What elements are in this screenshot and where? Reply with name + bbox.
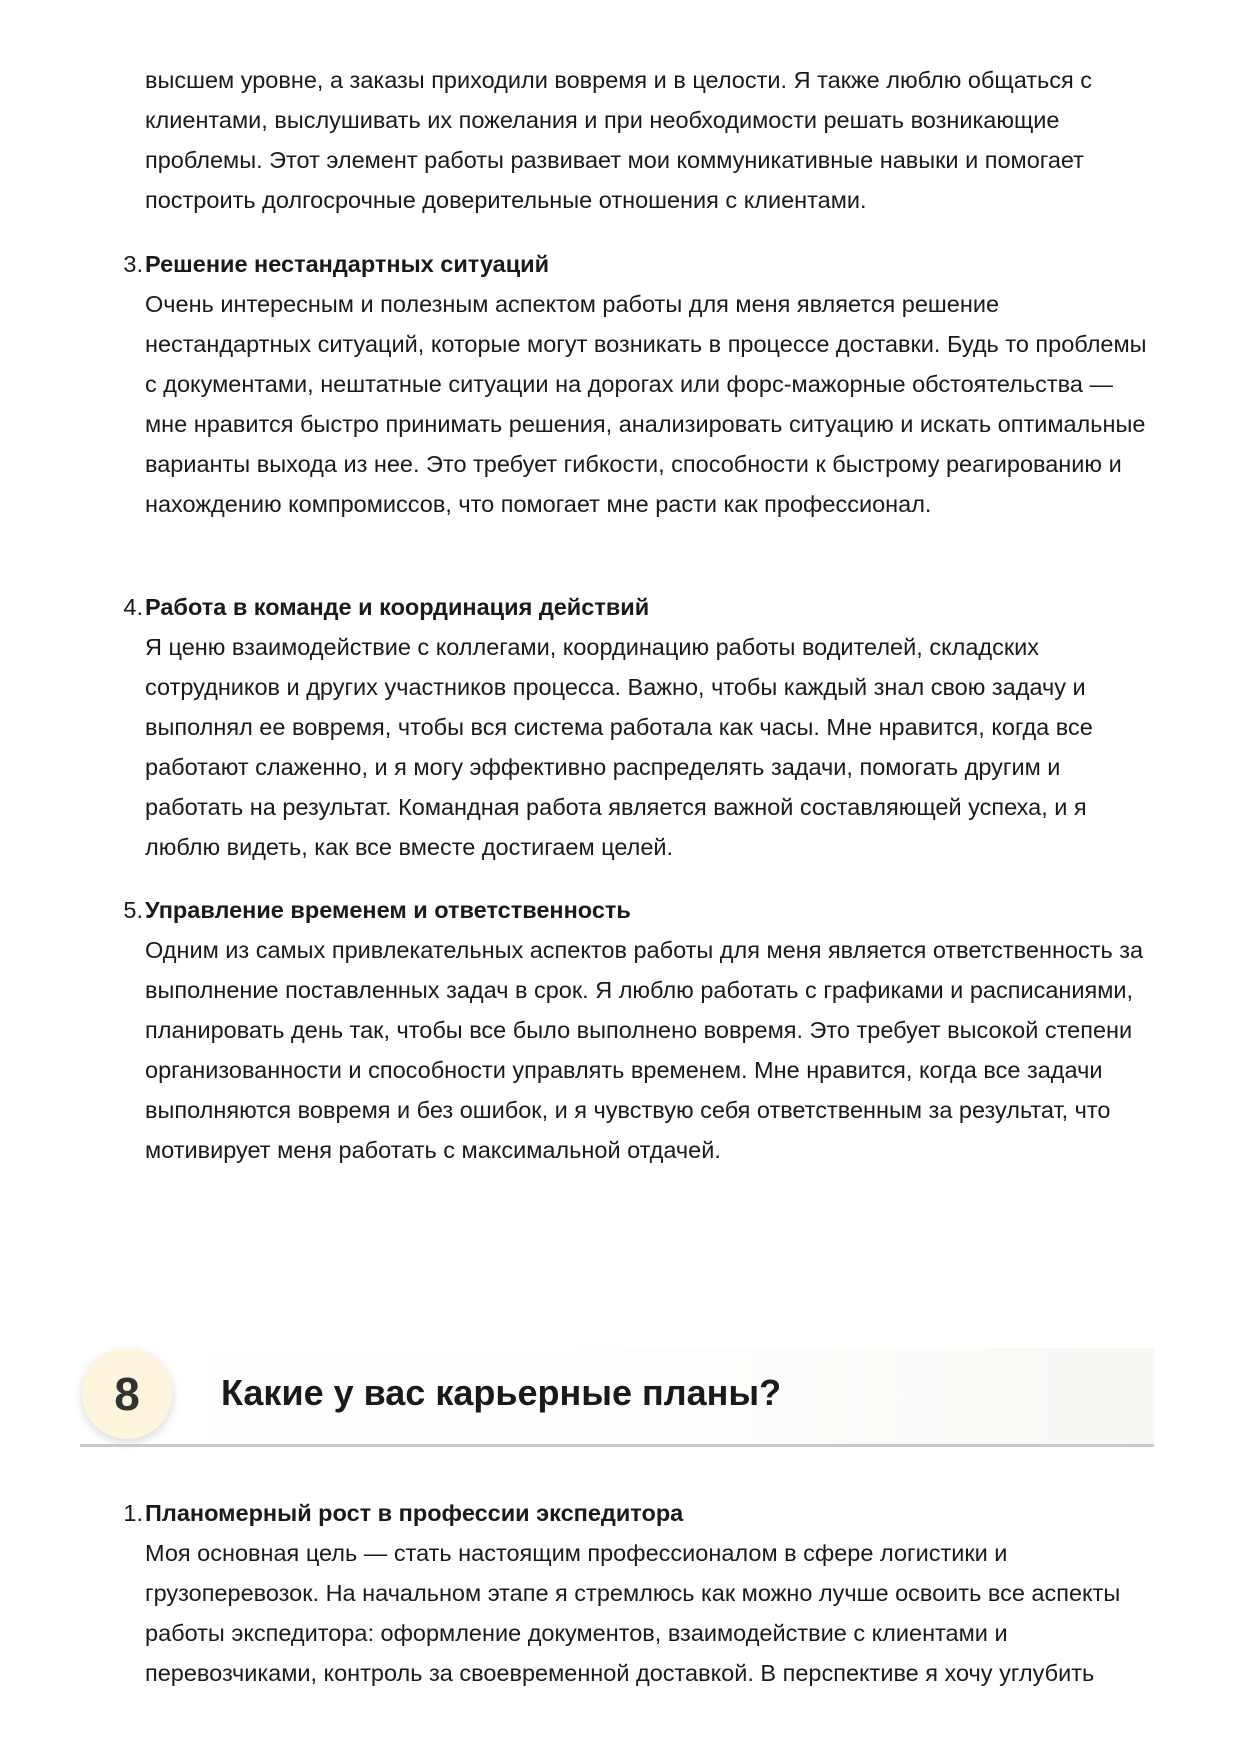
section-header	[80, 1348, 1154, 1448]
list-item-number: 4.	[123, 594, 143, 620]
list-item	[123, 1493, 1155, 1693]
intro-paragraph: высшем уровне, а заказы приходили вовремя и в целости. Я также люблю общаться с клиентами, выслушивать их пожелания и при необходимости решать возникающие проблемы. Этот элемент работы развивает мои коммуникативные навыки и помогает построить долгосрочные доверительные отношения с клиентами.	[145, 67, 1093, 213]
section-title: Какие у вас карьерные планы?	[221, 1372, 782, 1413]
list-item	[123, 587, 1155, 867]
section-number-badge: 8	[82, 1349, 172, 1439]
list-item	[123, 244, 1155, 524]
list-item-body: Я ценю взаимодействие с коллегами, координацию работы водителей, складских сотрудников и других участников процесса. Важно, чтобы каждый знал свою задачу и выполнял ее вовремя, чтобы вся система работала как часы. Мне нравится, когда все работают слаженно, и я могу эффективно распределять задачи, помогать другим и работать на результат. Командная работа является важной составляющей успеха, и я люблю видеть, как все вместе достигаем целей.	[145, 634, 1093, 860]
list-item-body: Моя основная цель — стать настоящим профессионалом в сфере логистики и грузоперевозок. На начальном этапе я стремлюсь как можно лучше освоить все аспекты работы экспедитора: оформление документов, взаимодействие с клиентами и перевозчиками, контроль за своевременной доставкой. В перспективе я хочу углубить	[145, 1540, 1121, 1686]
list-item-body: Одним из самых привлекательных аспектов работы для меня является ответственность за выполнение поставленных задач в срок. Я люблю работать с графиками и расписаниями, планировать день так, чтобы все было выполнено вовремя. Это требует высокой степени организованности и способности управлять временем. Мне нравится, когда все задачи выполняются вовремя и без ошибок, и я чувствую себя ответственным за результат, что мотивирует меня работать с максимальной отдачей.	[145, 937, 1144, 1163]
list-item-title: Работа в команде и координация действий	[145, 594, 650, 620]
list-item-number: 3.	[123, 251, 143, 277]
list-item-number: 1.	[123, 1500, 143, 1526]
section-divider	[80, 1444, 1154, 1447]
list-item-title: Планомерный рост в профессии экспедитора	[145, 1500, 684, 1526]
list-item-body: Очень интересным и полезным аспектом работы для меня является решение нестандартных ситуаций, которые могут возникать в процессе доставки. Будь то проблемы с документами, нештатные ситуации на дорогах или форс-мажорные обстоятельства — мне нравится быстро принимать решения, анализировать ситуацию и искать оптимальные варианты выхода из нее. Это требует гибкости, способности к быстрому реагированию и нахождению компромиссов, что помогает мне расти как профессионал.	[145, 291, 1147, 517]
list-item-number: 5.	[123, 897, 143, 923]
list-item-title: Решение нестандартных ситуаций	[145, 251, 550, 277]
list-item-title: Управление временем и ответственность	[145, 897, 631, 923]
list-item	[123, 890, 1155, 1170]
